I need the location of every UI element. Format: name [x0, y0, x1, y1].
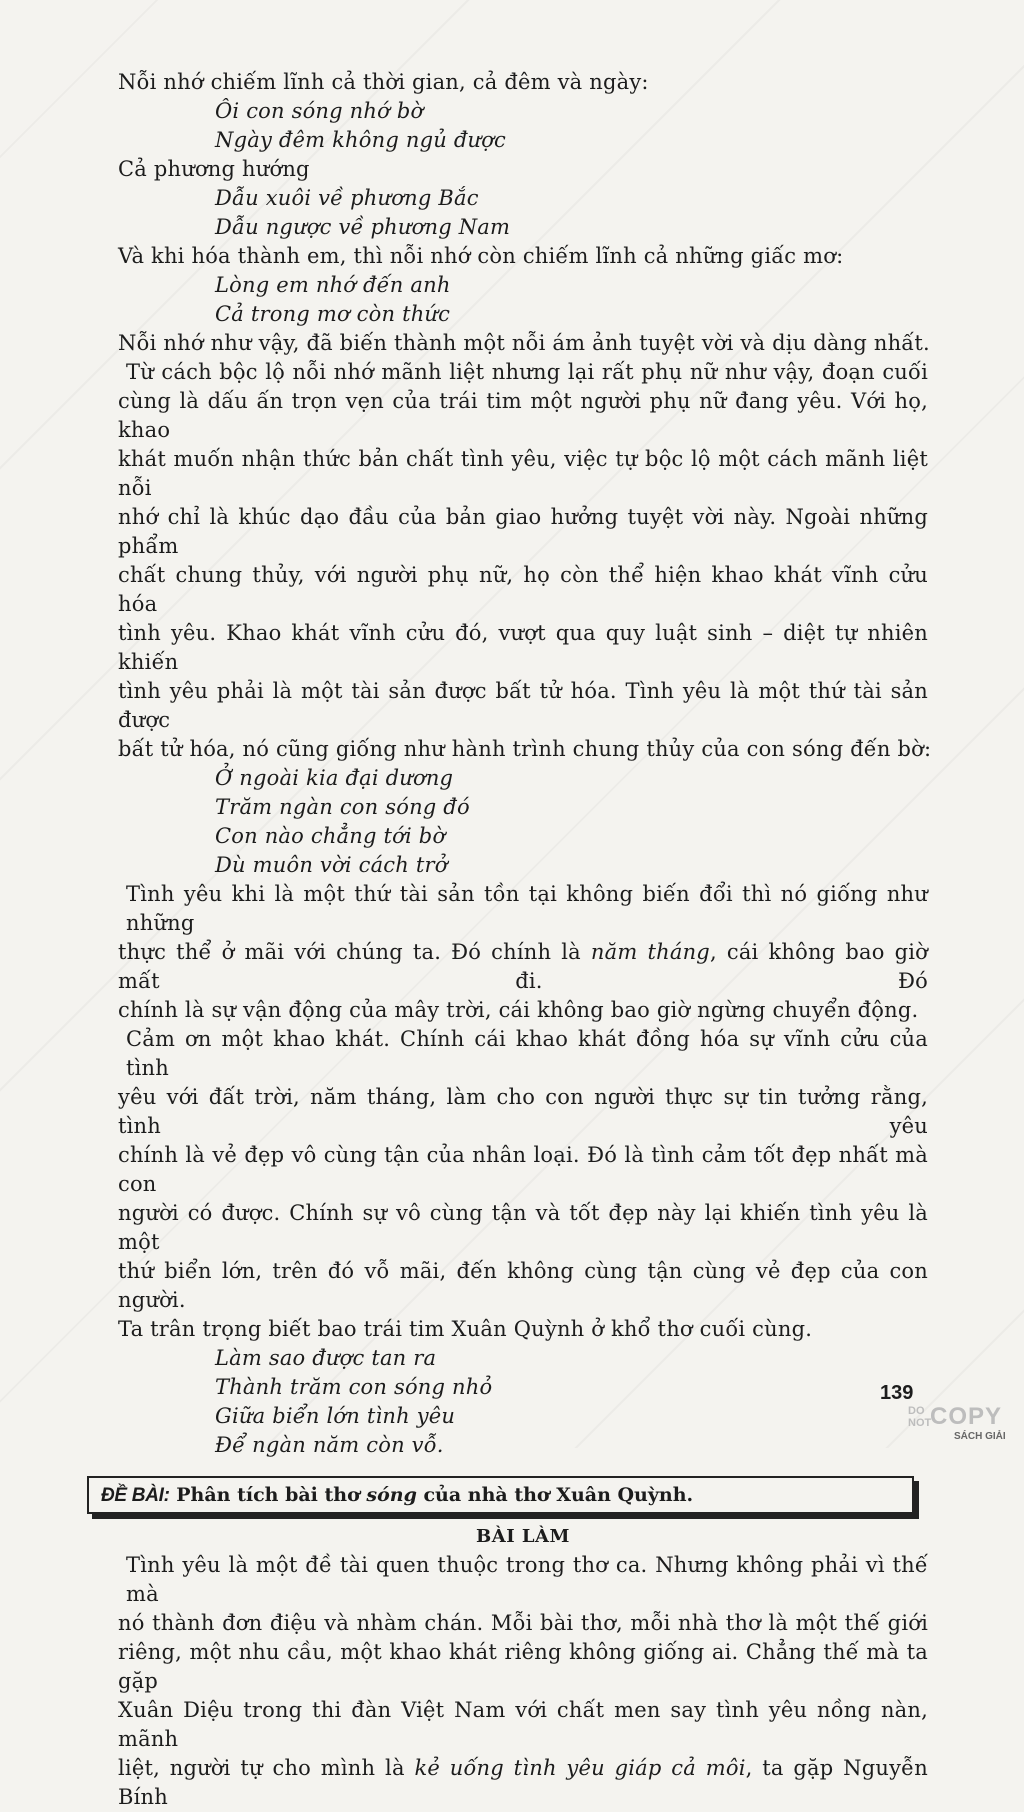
emphasis-text: năm tháng — [590, 940, 710, 964]
text-span: , ta gặp Nguyễn Bính — [118, 1756, 929, 1809]
paragraph — [118, 1551, 928, 1812]
text-line: Cả phương hướng — [118, 157, 310, 181]
book-page-text — [101, 68, 932, 1812]
text-line: khát muốn nhận thức bản chất tình yêu, việc tự bộc lộ một cách mãnh liệt nỗi — [118, 447, 928, 500]
paragraph — [118, 358, 932, 764]
text-line: Tình yêu khi là một thứ tài sản tồn tại không biến đổi thì nó giống như những — [126, 882, 928, 935]
logo-text: COPY — [930, 1403, 1003, 1430]
topic-label: ĐỀ BÀI: — [101, 1485, 170, 1506]
text-line: Nỗi nhớ như vậy, đã biến thành một nỗi ám ảnh tuyệt vời và dịu dàng nhất. — [118, 331, 930, 355]
text-line: nhớ chỉ là khúc dạo đầu của bản giao hưởng tuyệt vời này. Ngoài những phẩm — [118, 505, 928, 558]
text-line: Cảm ơn một khao khát. Chính cái khao khát đồng hóa sự vĩnh cửu của tình — [126, 1027, 928, 1080]
text-line: Ta trân trọng biết bao trái tim Xuân Quỳnh ở khổ thơ cuối cùng. — [118, 1317, 813, 1341]
paragraph — [118, 880, 928, 1025]
text-line: chính là sự vận động của mây trời, cái không bao giờ ngừng chuyển động. — [118, 998, 919, 1022]
text-span: , cái không bao giờ mất đi. Đó — [118, 940, 928, 993]
topic-text: Phân tích bài thơ — [169, 1484, 367, 1506]
text-span: thực thể ở mãi với chúng ta. Đó chính là — [118, 940, 591, 964]
text-line: thứ biển lớn, trên đó vỗ mãi, đến không cùng tận cùng vẻ đẹp của con người. — [118, 1259, 928, 1312]
poem-line: Con nào chẳng tới bờ — [215, 824, 446, 848]
poem-line: Thành trăm con sóng nhỏ — [215, 1375, 493, 1399]
text-line: tình yêu. Khao khát vĩnh cửu đó, vượt qua quy luật sinh – diệt tự nhiên khiến — [118, 621, 928, 674]
poem-line: Dù muôn vời cách trở — [215, 853, 448, 877]
text-line: Từ cách bộc lộ nỗi nhớ mãnh liệt nhưng lại rất phụ nữ như vậy, đoạn cuối — [126, 360, 928, 384]
paragraph — [118, 1025, 928, 1344]
poem-line: Ở ngoài kia đại dương — [215, 766, 454, 790]
text-line: Và khi hóa thành em, thì nỗi nhớ còn chiếm lĩnh cả những giấc mơ: — [118, 244, 844, 268]
text-line: người có được. Chính sự vô cùng tận và tốt đẹp này lại khiến tình yêu là một — [118, 1201, 928, 1254]
poem-line: Để ngàn năm còn vỗ. — [215, 1433, 444, 1457]
topic-box — [87, 1476, 914, 1514]
poem-line: Trăm ngàn con sóng đó — [215, 795, 470, 819]
text-line: Tình yêu là một đề tài quen thuộc trong thơ ca. Nhưng không phải vì thế mà — [126, 1553, 928, 1606]
poem-line: Cả trong mơ còn thức — [215, 302, 451, 326]
text-line — [118, 938, 928, 996]
page-number: 139 — [880, 1382, 914, 1404]
topic-emphasis: sóng — [366, 1484, 417, 1506]
text-line: tình yêu phải là một tài sản được bất tử hóa. Tình yêu là một thứ tài sản được — [118, 679, 928, 732]
poem-line: Làm sao được tan ra — [215, 1346, 437, 1370]
text-line: Nỗi nhớ chiếm lĩnh cả thời gian, cả đêm và ngày: — [118, 70, 649, 94]
poem-line: Lòng em nhớ đến anh — [215, 273, 451, 297]
logo-text: SÁCH GIẢI — [954, 1431, 1006, 1442]
text-line: riêng, một nhu cầu, một khao khát riêng không giống ai. Chẳng thế mà ta gặp — [118, 1640, 928, 1693]
do-not-copy-logo — [908, 1404, 1013, 1442]
poem-line: Dẫu ngược về phương Nam — [215, 215, 511, 239]
emphasis-text: kẻ uống tình yêu giáp cả môi — [414, 1756, 746, 1780]
topic-text: của nhà thơ Xuân Quỳnh. — [416, 1484, 694, 1506]
text-line: chính là vẻ đẹp vô cùng tận của nhân loại. Đó là tình cảm tốt đẹp nhất mà con — [118, 1143, 928, 1196]
poem-line: Giữa biển lớn tình yêu — [215, 1404, 456, 1428]
poem-line: Ôi con sóng nhớ bờ — [215, 99, 424, 123]
text-line — [118, 1754, 928, 1812]
poem-line: Ngày đêm không ngủ được — [215, 128, 507, 152]
text-line: bất tử hóa, nó cũng giống như hành trình chung thủy của con sóng đến bờ: — [118, 737, 932, 761]
poem-line: Dẫu xuôi về phương Bắc — [215, 186, 479, 210]
text-line: chất chung thủy, với người phụ nữ, họ còn thể hiện khao khát vĩnh cửu hóa — [118, 563, 928, 616]
text-line: nó thành đơn điệu và nhàm chán. Mỗi bài thơ, mỗi nhà thơ là một thế giới — [118, 1611, 928, 1635]
text-span: liệt, người tự cho mình là — [118, 1756, 415, 1780]
text-line: Xuân Diệu trong thi đàn Việt Nam với chất men say tình yêu nồng nàn, mãnh — [118, 1698, 928, 1751]
section-heading: BÀI LÀM — [476, 1526, 570, 1547]
logo-text: NOT — [908, 1417, 932, 1429]
text-line: yêu với đất trời, năm tháng, làm cho con người thực sự tin tưởng rằng, tình yêu — [118, 1085, 928, 1138]
logo-text: DO — [908, 1405, 925, 1417]
text-line: cùng là dấu ấn trọn vẹn của trái tim một người phụ nữ đang yêu. Với họ, khao — [118, 389, 928, 442]
